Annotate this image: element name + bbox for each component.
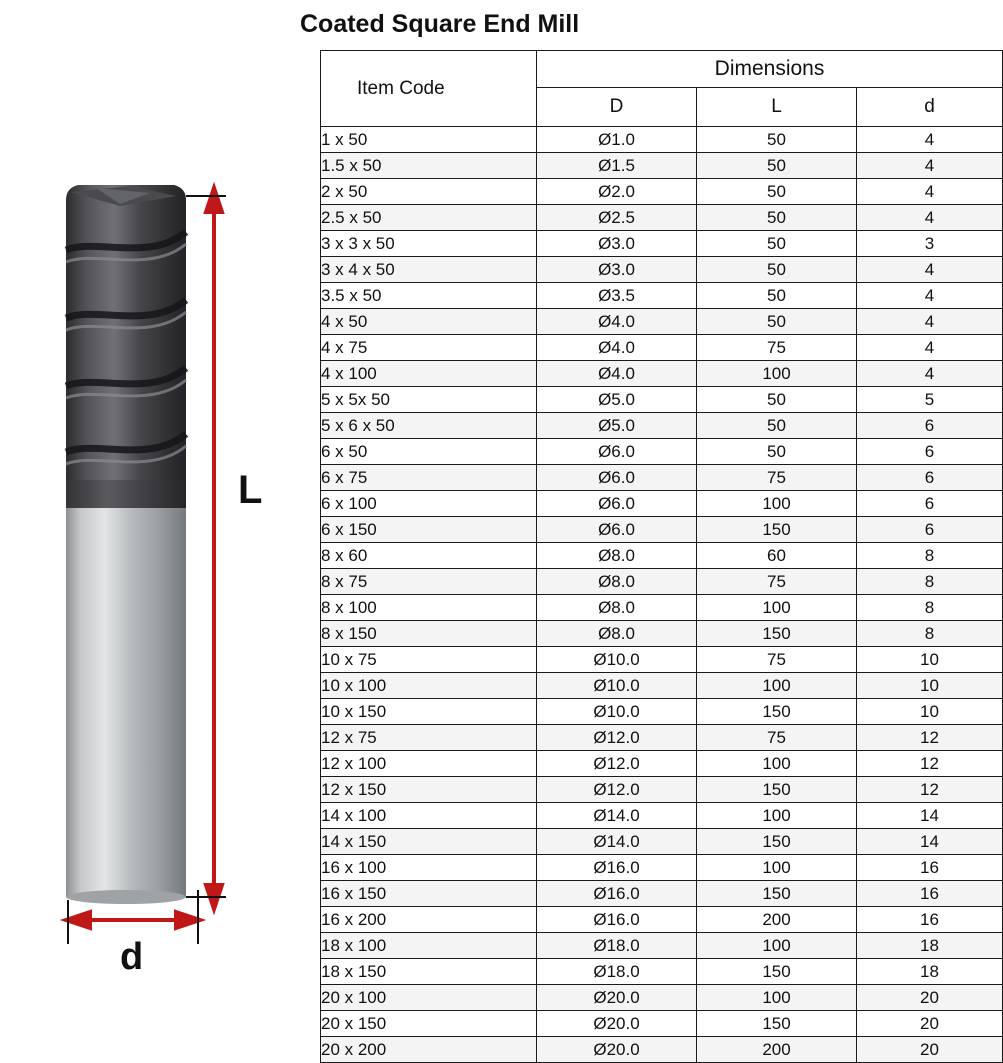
cell-item-code: 6 x 150	[321, 517, 537, 543]
cell-item-code: 18 x 100	[321, 933, 537, 959]
cell-length: 150	[697, 621, 857, 647]
cell-shank-diameter: 4	[857, 153, 1003, 179]
cell-diameter-major: Ø6.0	[537, 517, 697, 543]
cell-diameter-major: Ø18.0	[537, 959, 697, 985]
cell-length: 50	[697, 257, 857, 283]
cell-diameter-major: Ø5.0	[537, 413, 697, 439]
cell-shank-diameter: 16	[857, 881, 1003, 907]
cell-length: 100	[697, 855, 857, 881]
table-row[interactable]	[321, 699, 1003, 725]
cell-item-code: 12 x 100	[321, 751, 537, 777]
cell-shank-diameter: 12	[857, 777, 1003, 803]
cell-item-code: 14 x 100	[321, 803, 537, 829]
cell-shank-diameter: 10	[857, 647, 1003, 673]
cell-item-code: 1 x 50	[321, 127, 537, 153]
cell-length: 150	[697, 777, 857, 803]
cell-item-code: 4 x 50	[321, 309, 537, 335]
cell-diameter-major: Ø4.0	[537, 335, 697, 361]
cell-length: 100	[697, 985, 857, 1011]
cell-length: 50	[697, 127, 857, 153]
cell-length: 75	[697, 465, 857, 491]
table-row[interactable]	[321, 257, 1003, 283]
cell-item-code: 20 x 150	[321, 1011, 537, 1037]
cell-length: 150	[697, 1011, 857, 1037]
table-row[interactable]	[321, 803, 1003, 829]
cell-shank-diameter: 18	[857, 959, 1003, 985]
cell-diameter-major: Ø2.5	[537, 205, 697, 231]
cell-diameter-major: Ø3.0	[537, 257, 697, 283]
cell-length: 60	[697, 543, 857, 569]
tool-shank	[66, 505, 186, 897]
table-row[interactable]	[321, 465, 1003, 491]
cell-item-code: 3.5 x 50	[321, 283, 537, 309]
cell-item-code: 1.5 x 50	[321, 153, 537, 179]
cell-length: 150	[697, 881, 857, 907]
cell-length: 50	[697, 387, 857, 413]
cell-item-code: 10 x 75	[321, 647, 537, 673]
cell-shank-diameter: 4	[857, 257, 1003, 283]
cell-diameter-major: Ø16.0	[537, 855, 697, 881]
table-row[interactable]	[321, 309, 1003, 335]
table-row[interactable]	[321, 517, 1003, 543]
cell-shank-diameter: 5	[857, 387, 1003, 413]
cell-item-code: 3 x 4 x 50	[321, 257, 537, 283]
cell-length: 50	[697, 153, 857, 179]
table-row[interactable]	[321, 283, 1003, 309]
cell-item-code: 16 x 200	[321, 907, 537, 933]
cell-length: 50	[697, 413, 857, 439]
cell-shank-diameter: 10	[857, 699, 1003, 725]
cell-shank-diameter: 20	[857, 1037, 1003, 1063]
cell-diameter-major: Ø16.0	[537, 881, 697, 907]
cell-length: 75	[697, 647, 857, 673]
cell-length: 150	[697, 699, 857, 725]
cell-shank-diameter: 8	[857, 595, 1003, 621]
cell-shank-diameter: 6	[857, 517, 1003, 543]
cell-length: 100	[697, 595, 857, 621]
table-row[interactable]	[321, 543, 1003, 569]
cell-item-code: 10 x 100	[321, 673, 537, 699]
cell-diameter-major: Ø1.5	[537, 153, 697, 179]
cell-diameter-major: Ø16.0	[537, 907, 697, 933]
header-d: d	[857, 88, 1003, 127]
cell-diameter-major: Ø20.0	[537, 1011, 697, 1037]
cell-shank-diameter: 18	[857, 933, 1003, 959]
table-row[interactable]	[321, 777, 1003, 803]
cell-item-code: 4 x 100	[321, 361, 537, 387]
cell-diameter-major: Ø2.0	[537, 179, 697, 205]
table-row[interactable]	[321, 933, 1003, 959]
cell-item-code: 20 x 200	[321, 1037, 537, 1063]
cell-length: 200	[697, 1037, 857, 1063]
cell-item-code: 16 x 100	[321, 855, 537, 881]
cell-length: 100	[697, 673, 857, 699]
table-row[interactable]	[321, 595, 1003, 621]
cell-shank-diameter: 8	[857, 621, 1003, 647]
spec-table	[320, 50, 1003, 1063]
table-row[interactable]	[321, 361, 1003, 387]
cell-diameter-major: Ø12.0	[537, 777, 697, 803]
cell-diameter-major: Ø10.0	[537, 647, 697, 673]
cell-diameter-major: Ø5.0	[537, 387, 697, 413]
table-row[interactable]	[321, 153, 1003, 179]
cell-diameter-major: Ø8.0	[537, 621, 697, 647]
cell-item-code: 6 x 75	[321, 465, 537, 491]
table-row[interactable]	[321, 907, 1003, 933]
table-row[interactable]	[321, 881, 1003, 907]
cell-diameter-major: Ø6.0	[537, 465, 697, 491]
cell-item-code: 5 x 5x 50	[321, 387, 537, 413]
table-row[interactable]	[321, 855, 1003, 881]
table-row[interactable]	[321, 569, 1003, 595]
cell-shank-diameter: 4	[857, 127, 1003, 153]
cell-diameter-major: Ø12.0	[537, 751, 697, 777]
cell-item-code: 14 x 150	[321, 829, 537, 855]
cell-item-code: 4 x 75	[321, 335, 537, 361]
cell-diameter-major: Ø20.0	[537, 1037, 697, 1063]
cell-item-code: 3 x 3 x 50	[321, 231, 537, 257]
cell-diameter-major: Ø8.0	[537, 595, 697, 621]
table-row[interactable]	[321, 1037, 1003, 1063]
cell-shank-diameter: 12	[857, 751, 1003, 777]
cell-item-code: 10 x 150	[321, 699, 537, 725]
table-row[interactable]	[321, 1011, 1003, 1037]
cell-item-code: 8 x 100	[321, 595, 537, 621]
cell-diameter-major: Ø8.0	[537, 543, 697, 569]
spec-table-head	[321, 51, 1003, 127]
cell-length: 50	[697, 179, 857, 205]
cell-diameter-major: Ø8.0	[537, 569, 697, 595]
table-row[interactable]	[321, 179, 1003, 205]
length-extension-lines	[186, 196, 226, 897]
cell-item-code: 20 x 100	[321, 985, 537, 1011]
cell-length: 50	[697, 231, 857, 257]
table-row[interactable]	[321, 829, 1003, 855]
cell-length: 50	[697, 205, 857, 231]
table-row[interactable]	[321, 959, 1003, 985]
cell-item-code: 2.5 x 50	[321, 205, 537, 231]
cell-length: 100	[697, 803, 857, 829]
cell-length: 150	[697, 959, 857, 985]
table-row[interactable]	[321, 725, 1003, 751]
cell-shank-diameter: 4	[857, 179, 1003, 205]
cell-diameter-major: Ø14.0	[537, 803, 697, 829]
cell-shank-diameter: 4	[857, 205, 1003, 231]
table-row[interactable]	[321, 751, 1003, 777]
cell-diameter-major: Ø12.0	[537, 725, 697, 751]
cell-shank-diameter: 6	[857, 439, 1003, 465]
cell-diameter-major: Ø4.0	[537, 361, 697, 387]
cell-item-code: 18 x 150	[321, 959, 537, 985]
cell-diameter-major: Ø3.0	[537, 231, 697, 257]
end-mill-illustration	[0, 0, 300, 1002]
cell-diameter-major: Ø4.0	[537, 309, 697, 335]
table-row[interactable]	[321, 127, 1003, 153]
tool-flute-body	[66, 185, 186, 480]
header-row-top	[321, 51, 1003, 88]
cell-length: 50	[697, 283, 857, 309]
table-row[interactable]	[321, 673, 1003, 699]
cell-shank-diameter: 8	[857, 543, 1003, 569]
cell-shank-diameter: 12	[857, 725, 1003, 751]
cell-item-code: 6 x 100	[321, 491, 537, 517]
cell-shank-diameter: 14	[857, 829, 1003, 855]
cell-item-code: 8 x 150	[321, 621, 537, 647]
cell-diameter-major: Ø20.0	[537, 985, 697, 1011]
length-dimension-arrow	[206, 188, 222, 909]
cell-item-code: 12 x 150	[321, 777, 537, 803]
table-row[interactable]	[321, 387, 1003, 413]
cell-length: 75	[697, 335, 857, 361]
cell-diameter-major: Ø6.0	[537, 491, 697, 517]
cell-shank-diameter: 20	[857, 1011, 1003, 1037]
cell-length: 75	[697, 569, 857, 595]
cell-length: 100	[697, 751, 857, 777]
table-row[interactable]	[321, 205, 1003, 231]
cell-diameter-major: Ø1.0	[537, 127, 697, 153]
cell-item-code: 12 x 75	[321, 725, 537, 751]
cell-length: 50	[697, 309, 857, 335]
cell-item-code: 8 x 60	[321, 543, 537, 569]
table-row[interactable]	[321, 621, 1003, 647]
cell-shank-diameter: 16	[857, 907, 1003, 933]
table-row[interactable]	[321, 439, 1003, 465]
cell-item-code: 8 x 75	[321, 569, 537, 595]
table-row[interactable]	[321, 985, 1003, 1011]
table-row[interactable]	[321, 231, 1003, 257]
cell-shank-diameter: 14	[857, 803, 1003, 829]
cell-length: 150	[697, 829, 857, 855]
cell-diameter-major: Ø10.0	[537, 673, 697, 699]
header-D: D	[537, 88, 697, 127]
cell-length: 100	[697, 491, 857, 517]
header-L: L	[697, 88, 857, 127]
spec-table-body	[321, 127, 1003, 1063]
cell-shank-diameter: 6	[857, 413, 1003, 439]
cell-length: 75	[697, 725, 857, 751]
cell-shank-diameter: 4	[857, 283, 1003, 309]
cell-shank-diameter: 4	[857, 361, 1003, 387]
cell-length: 100	[697, 361, 857, 387]
diameter-dimension-arrow	[66, 912, 200, 928]
cell-length: 200	[697, 907, 857, 933]
header-dimensions: Dimensions	[537, 51, 1003, 88]
cell-item-code: 2 x 50	[321, 179, 537, 205]
table-row[interactable]	[321, 491, 1003, 517]
cell-shank-diameter: 4	[857, 335, 1003, 361]
cell-diameter-major: Ø18.0	[537, 933, 697, 959]
cell-length: 150	[697, 517, 857, 543]
cell-shank-diameter: 4	[857, 309, 1003, 335]
cell-length: 100	[697, 933, 857, 959]
cell-item-code: 6 x 50	[321, 439, 537, 465]
table-row[interactable]	[321, 647, 1003, 673]
page-title: Coated Square End Mill	[300, 10, 580, 38]
length-label: L	[238, 468, 263, 512]
cell-item-code: 5 x 6 x 50	[321, 413, 537, 439]
cell-diameter-major: Ø10.0	[537, 699, 697, 725]
table-row[interactable]	[321, 335, 1003, 361]
cell-diameter-major: Ø6.0	[537, 439, 697, 465]
cell-diameter-major: Ø3.5	[537, 283, 697, 309]
cell-shank-diameter: 20	[857, 985, 1003, 1011]
cell-shank-diameter: 3	[857, 231, 1003, 257]
table-row[interactable]	[321, 413, 1003, 439]
shank-end-cap	[66, 890, 186, 904]
cell-shank-diameter: 16	[857, 855, 1003, 881]
header-item-code: Item Code	[321, 51, 537, 127]
cell-item-code: 16 x 150	[321, 881, 537, 907]
cell-diameter-major: Ø14.0	[537, 829, 697, 855]
cell-length: 50	[697, 439, 857, 465]
diameter-label: d	[120, 936, 144, 978]
cell-shank-diameter: 8	[857, 569, 1003, 595]
cell-shank-diameter: 10	[857, 673, 1003, 699]
cell-shank-diameter: 6	[857, 465, 1003, 491]
cell-shank-diameter: 6	[857, 491, 1003, 517]
spec-table-container	[320, 50, 1002, 1059]
